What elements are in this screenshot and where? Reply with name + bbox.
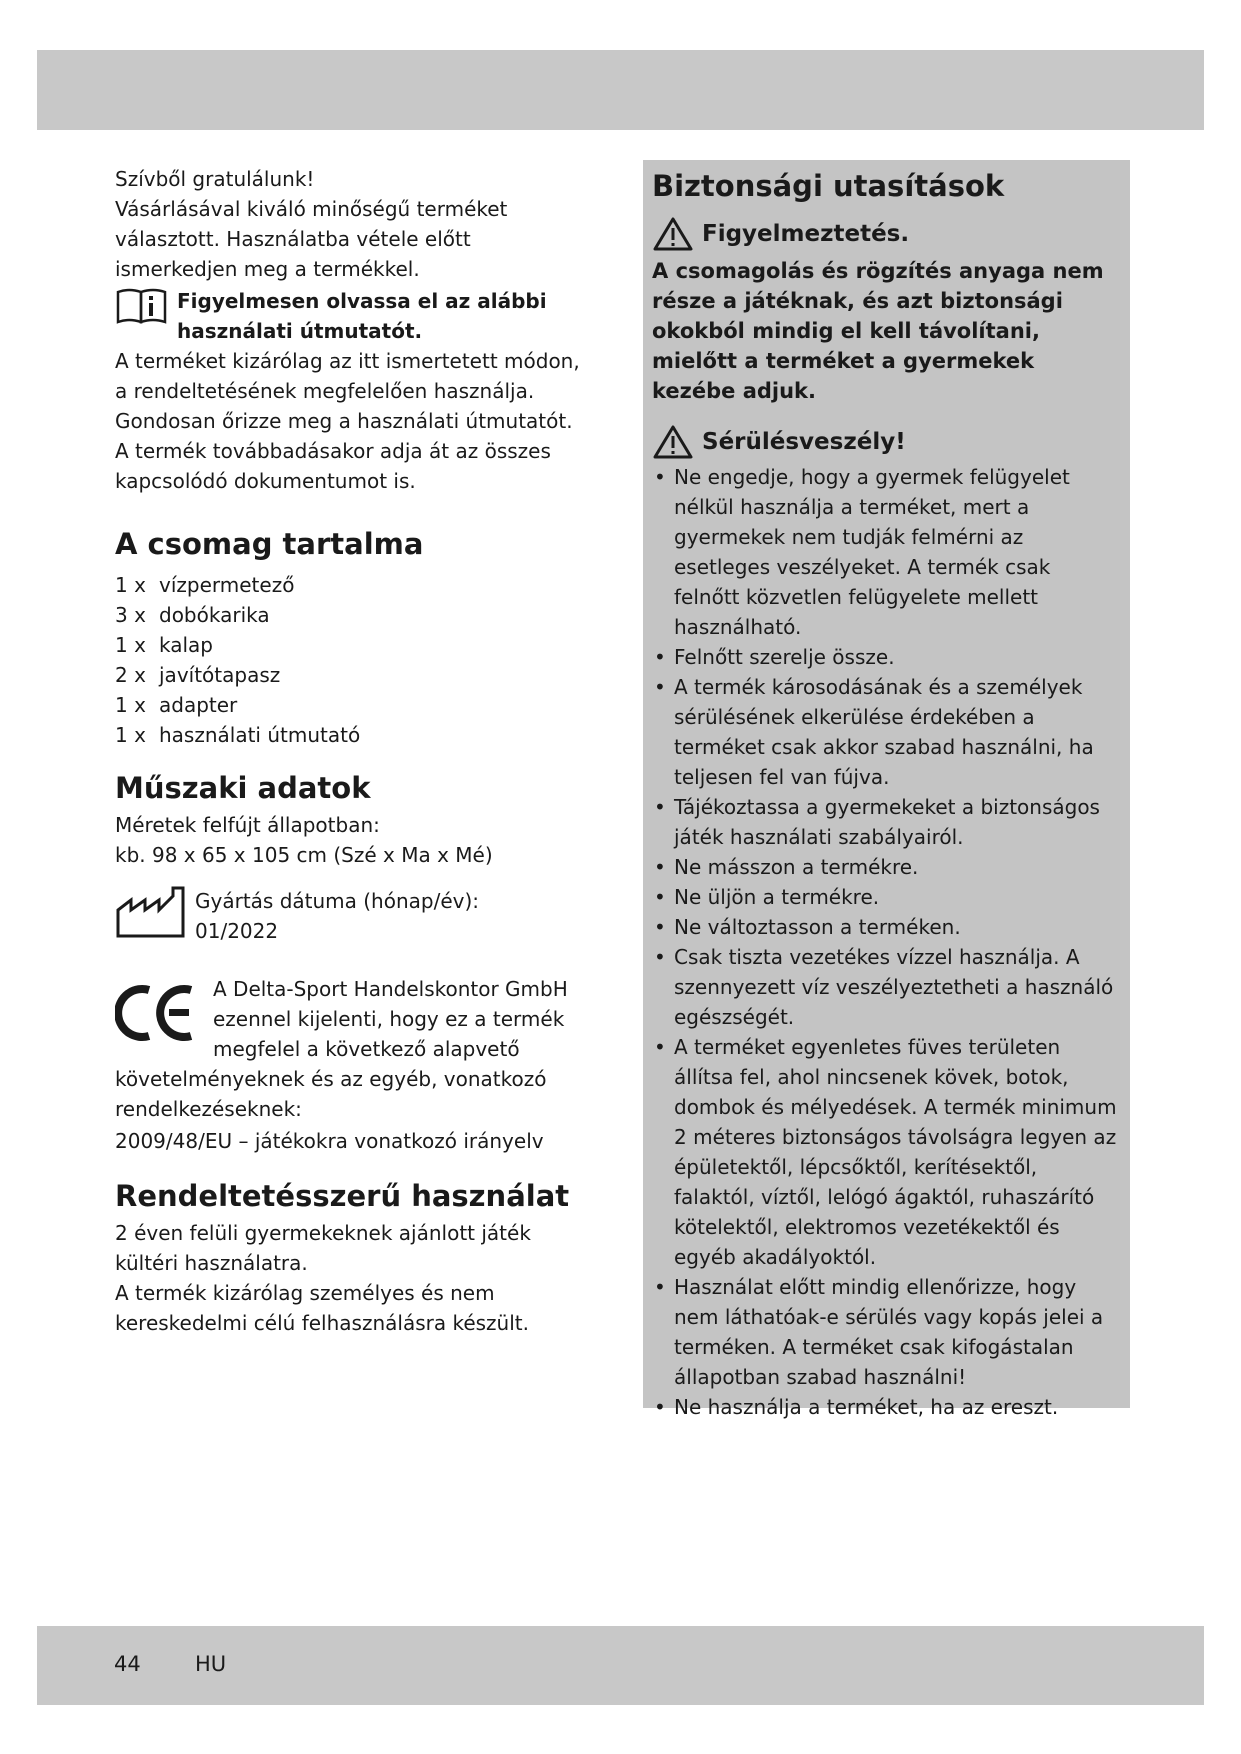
warning-title: Figyelmeztetés. [702, 221, 910, 247]
ce-text: A Delta-Sport Handelskontor GmbH ezennel kijelenti, hogy ez a termék megfelel a következő alapvető követelményeknek és az egyéb, vonatkozó rendelkezéseknek: [115, 977, 568, 1121]
contents-item [115, 720, 585, 750]
intended-use-text-1: 2 éven felüli gyermekeknek ajánlott játék kültéri használatra. [115, 1221, 531, 1275]
injury-heading [652, 424, 1122, 460]
intended-use-text-2: A termék kizárólag személyes és nem kereskedelmi célú felhasználásra készült. [115, 1281, 529, 1335]
safety-bullet: • Ne másszon a termékre. [652, 852, 1122, 882]
manufacture-label: Gyártás dátuma (hónap/év): [195, 889, 480, 913]
directive: 2009/48/EU – játékokra vonatkozó irányelv [115, 1129, 544, 1153]
factory-icon [115, 886, 187, 940]
intro-text: Vásárlásával kiváló minőségű terméket választott. Használatba vétele előtt ismerkedjen meg a termékkel. [115, 197, 508, 281]
contents-item [115, 690, 585, 720]
dimensions-value: kb. 98 x 65 x 105 cm (Szé x Ma x Mé) [115, 843, 493, 867]
manufacture-date-block [115, 886, 585, 946]
contents-item-qty: 2 x [115, 663, 146, 687]
contents-item-name: adapter [159, 693, 238, 717]
dimensions-label: Méretek felfújt állapotban: [115, 813, 380, 837]
safety-bullet: • Tájékoztassa a gyermekeket a biztonságos játék használati szabályairól. [652, 792, 1122, 852]
contents-item [115, 660, 585, 690]
contents-list [115, 570, 585, 750]
left-column [115, 164, 585, 1338]
contents-item-qty: 1 x [115, 723, 146, 747]
greeting: Szívből gratulálunk! [115, 167, 315, 191]
notice-text: Figyelmesen olvassa el az alábbi használati útmutatót. [177, 289, 547, 343]
safety-bullet: • A termék károsodásának és a személyek sérülésének elkerülése érdekében a terméket csak akkor szabad használni, ha teljesen fel van fújva. [652, 672, 1122, 792]
safety-bullet: • Ne engedje, hogy a gyermek felügyelet nélkül használja a terméket, mert a gyermekek nem tudják felmérni az esetleges veszélyeket. A termék csak felnőtt közvetlen felügyelete mellett használható. [652, 462, 1122, 642]
contents-item-qty: 3 x [115, 603, 146, 627]
manufacture-date: 01/2022 [195, 919, 279, 943]
ce-declaration [115, 974, 585, 1156]
contents-item-name: használati útmutató [159, 723, 361, 747]
safety-bullet: • Felnőtt szerelje össze. [652, 642, 1122, 672]
ce-mark-icon [115, 982, 197, 1044]
page-number: 44 [114, 1652, 141, 1676]
safety-bullet: • Ne használja a terméket, ha az ereszt. [652, 1392, 1122, 1422]
safety-bullet-list [652, 462, 1122, 1422]
usage-text: A terméket kizárólag az itt ismertetett módon, a rendeltetésének megfelelően használja. Gondosan őrizze meg a használati útmutatót. A termék továbbadásakor adja át az összes kapcsolódó dokumentumot is. [115, 349, 580, 493]
warning-heading [652, 216, 1122, 252]
warning-triangle-icon [652, 424, 694, 460]
contents-heading: A csomag tartalma [115, 527, 424, 561]
safety-bullet: • Ne üljön a termékre. [652, 882, 1122, 912]
contents-item [115, 570, 585, 600]
warning-triangle-icon [652, 216, 694, 252]
contents-item-qty: 1 x [115, 693, 146, 717]
safety-bullet: • Használat előtt mindig ellenőrizze, hogy nem láthatóak-e sérülés vagy kopás jelei a terméken. A terméket csak kifogástalan állapotban szabad használni! [652, 1272, 1122, 1392]
language-code: HU [195, 1652, 227, 1676]
tech-heading: Műszaki adatok [115, 771, 371, 805]
injury-title: Sérülésveszély! [702, 429, 906, 455]
safety-heading: Biztonsági utasítások [652, 169, 1005, 203]
contents-item-name: javítótapasz [159, 663, 281, 687]
contents-item-name: vízpermetező [159, 573, 295, 597]
header-band [37, 50, 1204, 130]
contents-item-name: kalap [159, 633, 213, 657]
safety-box [643, 160, 1130, 1419]
contents-item-name: dobókarika [159, 603, 270, 627]
contents-item [115, 600, 585, 630]
contents-item-qty: 1 x [115, 573, 146, 597]
contents-item-qty: 1 x [115, 633, 146, 657]
intended-use-heading: Rendeltetésszerű használat [115, 1179, 570, 1213]
warning-text: A csomagolás és rögzítés anyaga nem része a játéknak, és azt biztonsági okokból mindig el kell távolítani, mielőtt a terméket a gyermekek kezébe adjuk. [652, 259, 1104, 403]
manual-info-icon [115, 286, 169, 326]
read-instructions-notice [115, 286, 585, 346]
safety-bullet: • A terméket egyenletes füves területen állítsa fel, ahol nincsenek kövek, botok, dombok és mélyedések. A termék minimum 2 méteres biztonságos távolságra legyen az épületektől, lépcsőktől, kerítésektől, falaktól, víztől, lelógó ágaktól, ruhaszárító kötelektől, elektromos vezetékektől és egyéb akadályoktól. [652, 1032, 1122, 1272]
safety-bullet: • Ne változtasson a terméken. [652, 912, 1122, 942]
contents-item [115, 630, 585, 660]
safety-bullet: • Csak tiszta vezetékes vízzel használja. A szennyezett víz veszélyeztetheti a használó egészségét. [652, 942, 1122, 1032]
